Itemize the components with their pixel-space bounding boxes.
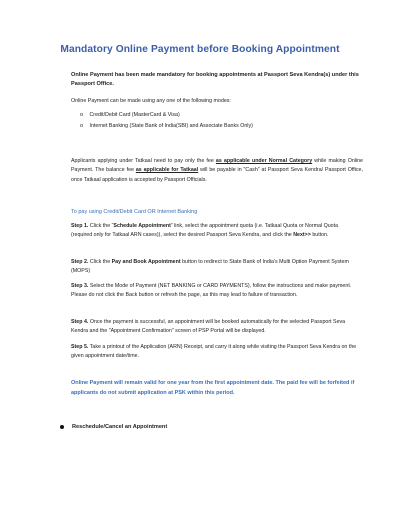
step-text: Once the payment is successful, an appointment will be booked automatically for the selected Passport Seva Kendra and the "Appointment Confirmation" screen of PSP Portal will be displayed. [71, 319, 346, 335]
step-5 [71, 343, 357, 361]
intro-paragraph: Online Payment has been made mandatory for booking appointments at Passport Seva Kendra(s) under this Passport Office. [71, 72, 359, 88]
step-4 [71, 318, 357, 336]
circle-bullet-icon: o [80, 112, 84, 118]
step-text: Click the [88, 259, 112, 265]
payment-mode-item [80, 122, 253, 131]
reschedule-label: Reschedule/Cancel an Appointment [72, 424, 168, 430]
step-label: Step 2. [71, 259, 89, 265]
validity-note: Online Payment will remain valid for one year from the first appointment date. The paid fee will be forfeited if applicants do not submit application at PSK within this period. [71, 380, 355, 396]
page-title: Mandatory Online Payment before Booking Appointment [60, 44, 340, 55]
step-label: Step 5. [71, 344, 89, 350]
next-term: Next>> [293, 232, 311, 239]
pay-and-book-term: Pay and Book Appointment [111, 259, 181, 265]
step-label: Step 4. [71, 319, 89, 325]
normal-category-emphasis: as applicable under Normal Category [215, 158, 313, 164]
circle-bullet-icon: o [80, 123, 84, 129]
step-text: Select the Mode of Payment (NET BANKING or CARD PAYMENTS), follow the instructions and make payment. Please do not click the Back button or refresh the page, as this may lead to failure of transaction. [71, 283, 352, 299]
step-text: ” link, select the appointment quota (i.e. Tatkaal Quota or Normal Quota (required only for Tatkaal ARN cases)), select the desired Passport Seva Kendra, and click the [71, 223, 339, 239]
bullet-icon [60, 425, 64, 429]
step-text: button. [310, 232, 329, 239]
step-text: button to redirect to State Bank of India's Multi Option Payment System (MOPS) [71, 259, 349, 275]
tatkaal-fee-paragraph [71, 157, 363, 185]
payment-mode-label: Internet Banking (State Bank of India(SBI) and Associate Banks Only) [89, 123, 253, 129]
reschedule-link[interactable] [60, 424, 167, 430]
payment-mode-item [80, 111, 180, 120]
step-text: Take a printout of the Application (ARN) Receipt, and carry it along while visiting the Passport Seva Kendra on the given appointment date/time. [71, 344, 357, 360]
payment-subheading: To pay using Credit/Debit Card OR Internet Banking [71, 209, 198, 215]
tatkaal-emphasis: as applicable for Tatkaal [135, 167, 199, 174]
tatkaal-text: while making Online Payment. The balance fee [71, 158, 364, 174]
step-label: Step 1. [71, 223, 89, 229]
payment-mode-label: Credit/Debit Card (MasterCard & Visa) [89, 112, 180, 118]
tatkaal-text: will be payable in "Cash" at Passport Seva Kendra/ Passport Office, once Tatkaal application is accepted by Passport Officials. [71, 167, 363, 183]
step-3 [71, 282, 357, 300]
schedule-appointment-term: Schedule Appointment [113, 223, 171, 229]
step-1 [71, 222, 357, 240]
payment-modes-intro: Online Payment can be made using any one of the following modes: [71, 98, 231, 104]
step-2 [71, 258, 357, 276]
step-text: Click the “ [88, 223, 114, 229]
tatkaal-text: Applicants applying under Tatkaal need to pay only the fee [71, 158, 216, 164]
step-label: Step 3. [71, 283, 89, 289]
